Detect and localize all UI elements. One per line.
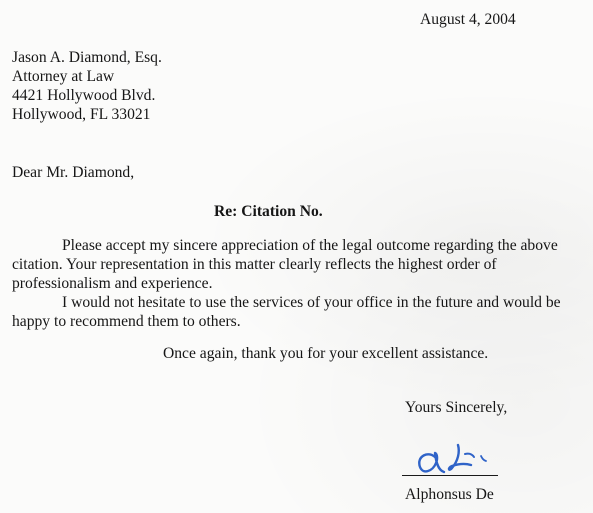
recipient-city-state-zip: Hollywood, FL 33021 [12,106,151,123]
closing: Yours Sincerely, [405,399,508,416]
signer-name: Alphonsus De [405,486,494,503]
recipient-title: Attorney at Law [12,68,115,85]
body-paragraph-1: Please accept my sincere appreciation of the legal outcome regarding the above citation. Your representation in this matter clearly reflects the highest order of professionalism and experience. [12,237,558,292]
signature-line [402,475,498,476]
subject-line: Re: Citation No. [214,203,323,220]
body-paragraph-2: I would not hesitate to use the services of your office in the future and would be happy to recommend them to others. [12,294,561,330]
recipient-name: Jason A. Diamond, Esq. [12,49,162,66]
closing-thanks: Once again, thank you for your excellent assistance. [163,345,489,362]
recipient-street: 4421 Hollywood Blvd. [12,87,156,104]
handwritten-signature [402,436,502,480]
salutation: Dear Mr. Diamond, [12,164,135,181]
letter-date: August 4, 2004 [420,11,516,28]
